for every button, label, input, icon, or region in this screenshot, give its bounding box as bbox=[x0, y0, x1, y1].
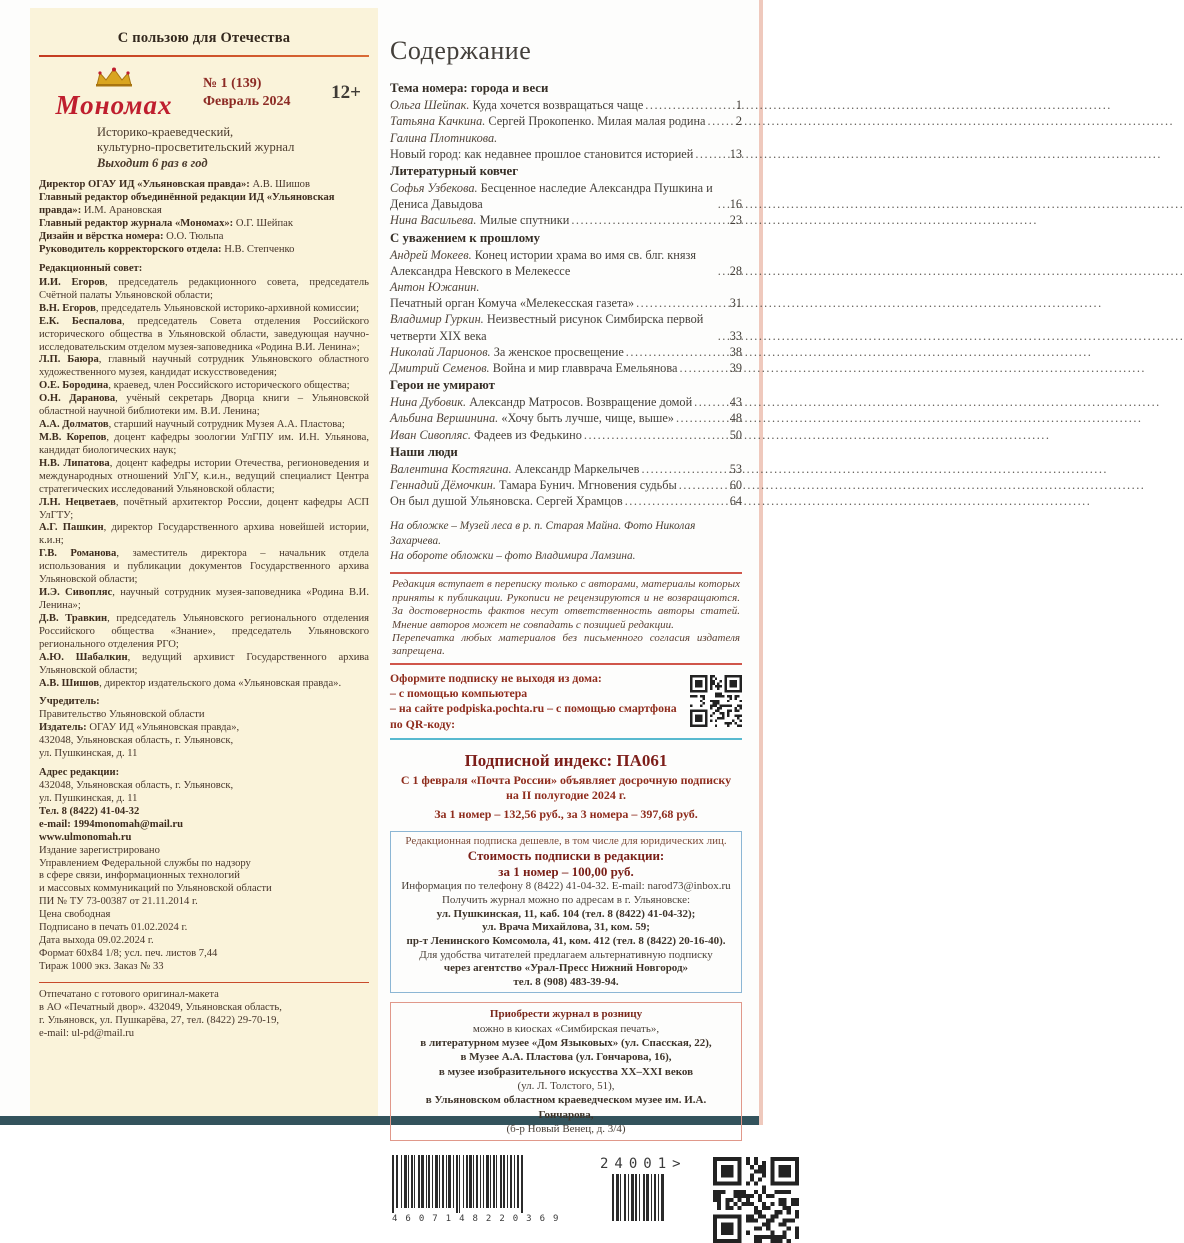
box-line: (ул. Л. Толстого, 51), bbox=[517, 1079, 615, 1092]
text-line: 432048, Ульяновская область, г. Ульяновск, bbox=[39, 779, 234, 791]
text-line: e-mail: ul-pd@mail.ru bbox=[39, 1028, 135, 1040]
text-line: На обложке – Музей леса в р. п. Старая Майна. Фото Николая Захарчева. bbox=[390, 520, 696, 548]
scan-edge-right bbox=[759, 0, 763, 1125]
toc-author: Антон Южанин. bbox=[390, 279, 480, 294]
dot-leader bbox=[695, 146, 727, 162]
toc-page-number: 13 bbox=[729, 146, 742, 161]
toc-item: Татьяна Качкина. Сергей Прокопенко. Милая малая родина ..... 2 bbox=[390, 113, 742, 129]
text-line: 432048, Ульяновская область, г. Ульяновск, bbox=[39, 735, 234, 747]
text-line: Издание зарегистрировано bbox=[39, 844, 160, 856]
address-lines bbox=[39, 780, 369, 806]
council-entry: Г.В. Романова, заместитель директора – начальник отдела использования и публикации документов Государственного архива Ульяновской области; bbox=[39, 548, 370, 586]
postal-line2: С 1 февраля «Почта России» объявляет досрочную подписку bbox=[400, 772, 732, 787]
registration-block bbox=[39, 845, 369, 910]
addon-digits: 24001> bbox=[600, 1156, 687, 1173]
box-line: в литературном музее «Дом Языковых» (ул. Спасская, 22), bbox=[420, 1037, 712, 1050]
text-line: в АО «Печатный двор». 432049, Ульяновская область, bbox=[39, 1002, 282, 1014]
text-line: ПИ № ТУ 73-00387 от 21.11.2014 г. bbox=[39, 896, 198, 908]
postal-index: Подписной индекс: ПА061 bbox=[464, 751, 668, 771]
dot-leader bbox=[718, 196, 728, 212]
staff-line: Главный редактор объединённой редакции ИД «Ульяновская правда»: И.М. Арановская bbox=[39, 192, 335, 217]
dot-leader bbox=[641, 461, 727, 477]
box-line: в музее изобразительного искусства XX–XXI веков bbox=[438, 1065, 694, 1078]
staff-line: Дизайн и вёрстка номера: О.О. Тюльпа bbox=[39, 231, 224, 243]
toc-item: Нина Дубовик. Александр Матросов. Возвращение домой ..... 43 bbox=[390, 394, 742, 410]
toc-item: Валентина Костягина. Александр Маркелычев ..... 53 bbox=[390, 461, 742, 477]
postal-line4: За 1 номер – 132,56 руб., за 3 номера – 397,68 руб. bbox=[434, 806, 698, 821]
red-rule bbox=[39, 55, 369, 57]
issue-number: № 1 (139) bbox=[203, 76, 262, 92]
ean-barcode bbox=[390, 1155, 572, 1226]
publisher-label: Издатель: bbox=[39, 722, 87, 734]
box-line: можно в киосках «Симбирская печать», bbox=[472, 1022, 660, 1035]
red-rule bbox=[39, 982, 369, 984]
toc-page-number: 64 bbox=[729, 494, 742, 509]
dot-leader bbox=[676, 410, 728, 426]
text-line: Подписано в печать 01.02.2024 г. bbox=[39, 922, 188, 934]
tagline: С пользою для Отечества bbox=[117, 30, 291, 46]
box-line: тел. 8 (908) 483-39-94. bbox=[513, 975, 619, 988]
disclaimer-box bbox=[390, 572, 742, 664]
email: e-mail: 1994monomah@mail.ru bbox=[39, 818, 184, 830]
toc-section-heading: Наши люди bbox=[390, 444, 458, 459]
box-line: в Музее А.А. Пластова (ул. Гончарова, 16), bbox=[460, 1051, 672, 1064]
logo-row bbox=[39, 67, 369, 119]
ean-barcode-bars bbox=[390, 1155, 572, 1213]
text-line: Формат 60х84 1/8; усл. печ. листов 7,44 bbox=[39, 947, 218, 959]
toc-item: Он был душой Ульяновска. Сергей Храмцов ..... 64 bbox=[390, 493, 742, 509]
dot-leader bbox=[625, 493, 728, 509]
issue-info bbox=[203, 75, 290, 110]
address-label: Адрес редакции: bbox=[39, 767, 120, 779]
toc bbox=[390, 80, 742, 509]
council-entry: И.И. Егоров, председатель редакционного совета, председатель Счётной палаты Ульяновской области; bbox=[39, 276, 370, 301]
website: www.ulmonomah.ru bbox=[39, 831, 132, 843]
toc-item: Дмитрий Семенов. Война и мир главврача Емельянова ..... 39 bbox=[390, 360, 742, 376]
toc-item: Альбина Вершинина. «Хочу быть лучше, чище, выше» ..... 48 bbox=[390, 410, 742, 426]
box-line: ул. Врача Михайлова, 31, ком. 59; bbox=[482, 921, 650, 934]
dot-leader bbox=[694, 394, 728, 410]
council-entry: А.Ю. Шабалкин, ведущий архивист Государственного архива Ульяновской области; bbox=[39, 651, 369, 676]
box-line: Приобрести журнал в розницу bbox=[489, 1008, 643, 1021]
box-line: (б-р Новый Венец, д. 3/4) bbox=[506, 1122, 626, 1135]
subscribe-box bbox=[390, 665, 742, 740]
toc-item: Николай Ларионов. За женское просвещение ..... 38 bbox=[390, 344, 742, 360]
founder-block bbox=[39, 696, 369, 735]
council-entry: А.Г. Пашкин, директор Государственного архива новейшей истории, к.и.н; bbox=[39, 522, 370, 547]
publisher-rest: ОГАУ ИД «Ульяновская правда», bbox=[89, 722, 240, 734]
council-entry: О.Е. Бородина, краевед, член Российского исторического общества; bbox=[39, 380, 350, 392]
toc-section-heading: Литературный ковчег bbox=[390, 164, 519, 179]
toc-item: Печатный орган Комуча «Мелекесская газета» ..... 31 bbox=[390, 295, 742, 311]
council-entry: М.В. Корепов, доцент кафедры зоологии УлГПУ им. И.Н. Ульянова, кандидат биологических наук; bbox=[39, 432, 369, 456]
toc-section-heading: Тема номера: города и веси bbox=[390, 81, 549, 96]
box-line: Получить журнал можно по адресам в г. Ульяновске: bbox=[441, 894, 691, 907]
box-line: Информация по телефону 8 (8422) 41-04-32. E-mail: narod73@inbox.ru bbox=[401, 880, 731, 893]
council-entry: В.Н. Егоров, председатель Ульяновской историко-архивной комиссии; bbox=[39, 302, 360, 314]
dot-leader bbox=[679, 477, 728, 493]
toc-item: Новый город: как недавнее прошлое становится историей ..... 13 bbox=[390, 146, 742, 162]
toc-page-number: 60 bbox=[729, 477, 742, 492]
box-line: за 1 номер – 100,00 руб. bbox=[498, 864, 634, 880]
address-block bbox=[39, 767, 369, 780]
staff-line: Директор ОГАУ ИД «Ульяновская правда»: А.В. Шишов bbox=[39, 179, 310, 191]
council-entry: А.В. Шишов, директор издательского дома «Ульяновская правда». bbox=[39, 677, 342, 689]
journal-subtitle bbox=[97, 125, 369, 172]
box-line: Редакционная подписка дешевле, в том числе для юридических лиц. bbox=[405, 834, 727, 847]
council-entry: А.А. Долматов, старший научный сотрудник Музея А.А. Пластова; bbox=[39, 419, 345, 431]
text-line: Историко-краеведческий, bbox=[97, 124, 234, 139]
toc-page-number: 31 bbox=[729, 296, 742, 311]
text-line: и массовых коммуникаций по Ульяновской области bbox=[39, 883, 272, 895]
text-line: – с помощью компьютера bbox=[390, 686, 528, 701]
dot-leader bbox=[679, 360, 727, 376]
logo-wordmark: Мономах bbox=[55, 89, 173, 120]
text-line: Оформите подписку не выходя из дома: bbox=[390, 670, 602, 685]
box-line: через агентство «Урал-Пресс Нижний Новгород» bbox=[443, 962, 689, 975]
toc-section-heading: Герои не умирают bbox=[390, 378, 495, 393]
toc-page-number: 53 bbox=[729, 461, 742, 476]
text-line: г. Ульяновск, ул. Пушкарёва, 27, тел. (8422) 29-70-19, bbox=[39, 1015, 280, 1027]
postal-line3: на II полугодие 2024 г. bbox=[506, 788, 626, 803]
publisher-address bbox=[39, 735, 369, 761]
text-line: Цена свободная bbox=[39, 909, 111, 921]
toc-page-number: 28 bbox=[729, 263, 742, 278]
frequency: Выходит 6 раз в год bbox=[97, 155, 208, 170]
age-rating-badge: 12+ bbox=[331, 82, 361, 104]
toc-page-number: 43 bbox=[729, 395, 742, 410]
addon-barcode bbox=[600, 1155, 687, 1230]
text-line: Перепечатка любых материалов без письменного согласия издателя запрещена. bbox=[392, 632, 740, 658]
toc-item: Иван Сивопляс. Фадеев из Федькино ..... 50 bbox=[390, 427, 742, 443]
council-entry: И.Э. Сивопляс, научный сотрудник музея-заповедника «Родина В.И. Ленина»; bbox=[39, 587, 369, 611]
left-column bbox=[30, 8, 378, 1116]
council-entry: Л.Н. Нецветаев, почётный архитектор России, доцент кафедры АСП УлГТУ; bbox=[39, 496, 369, 521]
toc-page-number: 38 bbox=[729, 344, 742, 359]
text-line: Управлением Федеральной службы по надзору bbox=[39, 857, 251, 869]
council-entry: Е.К. Беспалова, председатель Совета отделения Российского исторического общества в Ульяновской области, заведующая научно-исследовательским отделом музея-заповедника «Родина В.И. Ленина»; bbox=[39, 315, 369, 353]
toc-item: Софья Узбекова. Бесценное наследие Александра Пушкина и Дениса Давыдова ..... 16 bbox=[390, 180, 742, 212]
subscribe-lines bbox=[390, 671, 682, 732]
dot-leader bbox=[571, 212, 727, 228]
text-line: Редакция вступает в переписку только с авторами, материалы которых приняты к публикации. Рукописи не рецензируются и не возвращаются. За достоверность фактов несут ответственность авторы статей. Мнение авторов может не совпадать с позицией редакции. bbox=[392, 578, 740, 631]
staff-list bbox=[39, 179, 369, 257]
founder-label: Учредитель: bbox=[39, 696, 100, 708]
qr-code-icon bbox=[690, 675, 742, 727]
crown-icon bbox=[91, 67, 137, 87]
founder-value: Правительство Ульяновской области bbox=[39, 709, 205, 721]
toc-item: Ольга Шейпак. Куда хочется возвращаться чаще ..... 1 bbox=[390, 97, 742, 113]
dot-leader bbox=[708, 113, 734, 129]
retail-box bbox=[390, 1002, 742, 1141]
text-line: Тираж 1000 экз. Заказ № 33 bbox=[39, 960, 164, 972]
editorial-subscription-box bbox=[390, 831, 742, 994]
dot-leader bbox=[645, 97, 734, 113]
box-line: пр-т Ленинского Комсомола, 41, ком. 412 (тел. 8 (8422) 20-16-40). bbox=[406, 934, 726, 947]
box-line: ул. Пушкинская, 11, каб. 104 (тел. 8 (8422) 41-04-32); bbox=[436, 907, 696, 920]
staff-line: Руководитель корректорского отдела: Н.В. Степченко bbox=[39, 244, 295, 256]
text-line: – на сайте podpiska.pochta.ru – с помощью смартфона по QR-коду: bbox=[390, 701, 677, 731]
dot-leader bbox=[626, 344, 728, 360]
council-entry: О.Н. Даранова, учёный секретарь Дворца книги – Ульяновской областной научной библиотеки им. В.И. Ленина; bbox=[39, 393, 369, 418]
toc-section-heading: С уважением к прошлому bbox=[390, 230, 540, 245]
toc-author: Галина Плотникова. bbox=[390, 130, 498, 145]
council-entry: Н.В. Липатова, доцент кафедры истории Отечества, регионоведения и международных отношений УлГУ, к.и.н., ведущий специалист Центра стратегических исследований Ульяновской области; bbox=[39, 457, 369, 495]
dot-leader bbox=[718, 328, 728, 344]
text-line: в сфере связи, информационных технологий bbox=[39, 870, 240, 882]
staff-line: Главный редактор журнала «Мономах»: О.Г. Шейпак bbox=[39, 218, 293, 230]
toc-item: Андрей Мокеев. Конец истории храма во имя св. блг. князя Александра Невского в Мелекессе ..... 28 bbox=[390, 247, 742, 279]
text-line: Дата выхода 09.02.2024 г. bbox=[39, 935, 154, 947]
box-line: в Ульяновском областном краеведческом музее им. И.А. Гончарова, bbox=[425, 1094, 707, 1121]
qr-code-icon bbox=[713, 1157, 799, 1243]
logo bbox=[39, 67, 189, 119]
council-entry: Л.П. Баюра, главный научный сотрудник Ульяновского областного художественного музея, кандидат искусствоведения; bbox=[39, 354, 369, 379]
council-entry: Д.В. Травкин, председатель Ульяновского регионального отделения Российского общества «Знание», председатель Ульяновского регионального отделения РГО; bbox=[39, 612, 369, 650]
phone: Тел. 8 (8422) 41-04-32 bbox=[39, 805, 140, 817]
council-heading: Редакционный совет: bbox=[39, 263, 143, 275]
council-list bbox=[39, 277, 369, 691]
right-column bbox=[390, 30, 742, 1243]
toc-page-number: 39 bbox=[729, 361, 742, 376]
toc-page-number: 2 bbox=[735, 114, 742, 129]
barcode-row bbox=[390, 1155, 742, 1243]
toc-page-number: 48 bbox=[729, 411, 742, 426]
toc-page-number: 23 bbox=[729, 213, 742, 228]
toc-item: Нина Васильева. Милые спутники ..... 23 bbox=[390, 212, 742, 228]
text-line: культурно-просветительский журнал bbox=[97, 140, 295, 155]
toc-page-number: 1 bbox=[735, 98, 742, 113]
text-line: На обороте обложки – фото Владимира Ламзина. bbox=[390, 549, 636, 562]
dot-leader bbox=[718, 263, 728, 279]
ean-digits: 4607148220369 bbox=[392, 1214, 567, 1225]
box-line: Для удобства читателей предлагаем альтернативную подписку bbox=[419, 948, 713, 961]
toc-item: Геннадий Дёмочкин. Тамара Бунич. Мгновения судьбы ..... 60 bbox=[390, 477, 742, 493]
printing-block bbox=[39, 989, 369, 1041]
cover-notes bbox=[390, 519, 742, 563]
text-line: Отпечатано с готового оригинал-макета bbox=[39, 989, 219, 1001]
box-line: Стоимость подписки в редакции: bbox=[467, 848, 665, 864]
text-line: ул. Пушкинская, д. 11 bbox=[39, 792, 138, 804]
postal-subscription bbox=[390, 750, 742, 822]
dot-leader bbox=[584, 427, 728, 443]
toc-page-number: 50 bbox=[729, 427, 742, 442]
toc-page-number: 33 bbox=[729, 328, 742, 343]
issue-info-block bbox=[39, 909, 369, 974]
addon-barcode-bars bbox=[610, 1174, 676, 1226]
toc-item: Владимир Гуркин. Неизвестный рисунок Симбирска первой четверти XIX века ..... 33 bbox=[390, 311, 742, 343]
toc-page-number: 16 bbox=[729, 197, 742, 212]
dot-leader bbox=[636, 295, 728, 311]
text-line: ул. Пушкинская, д. 11 bbox=[39, 748, 138, 760]
toc-title: Содержание bbox=[390, 36, 532, 65]
issue-month: Февраль 2024 bbox=[203, 93, 291, 109]
